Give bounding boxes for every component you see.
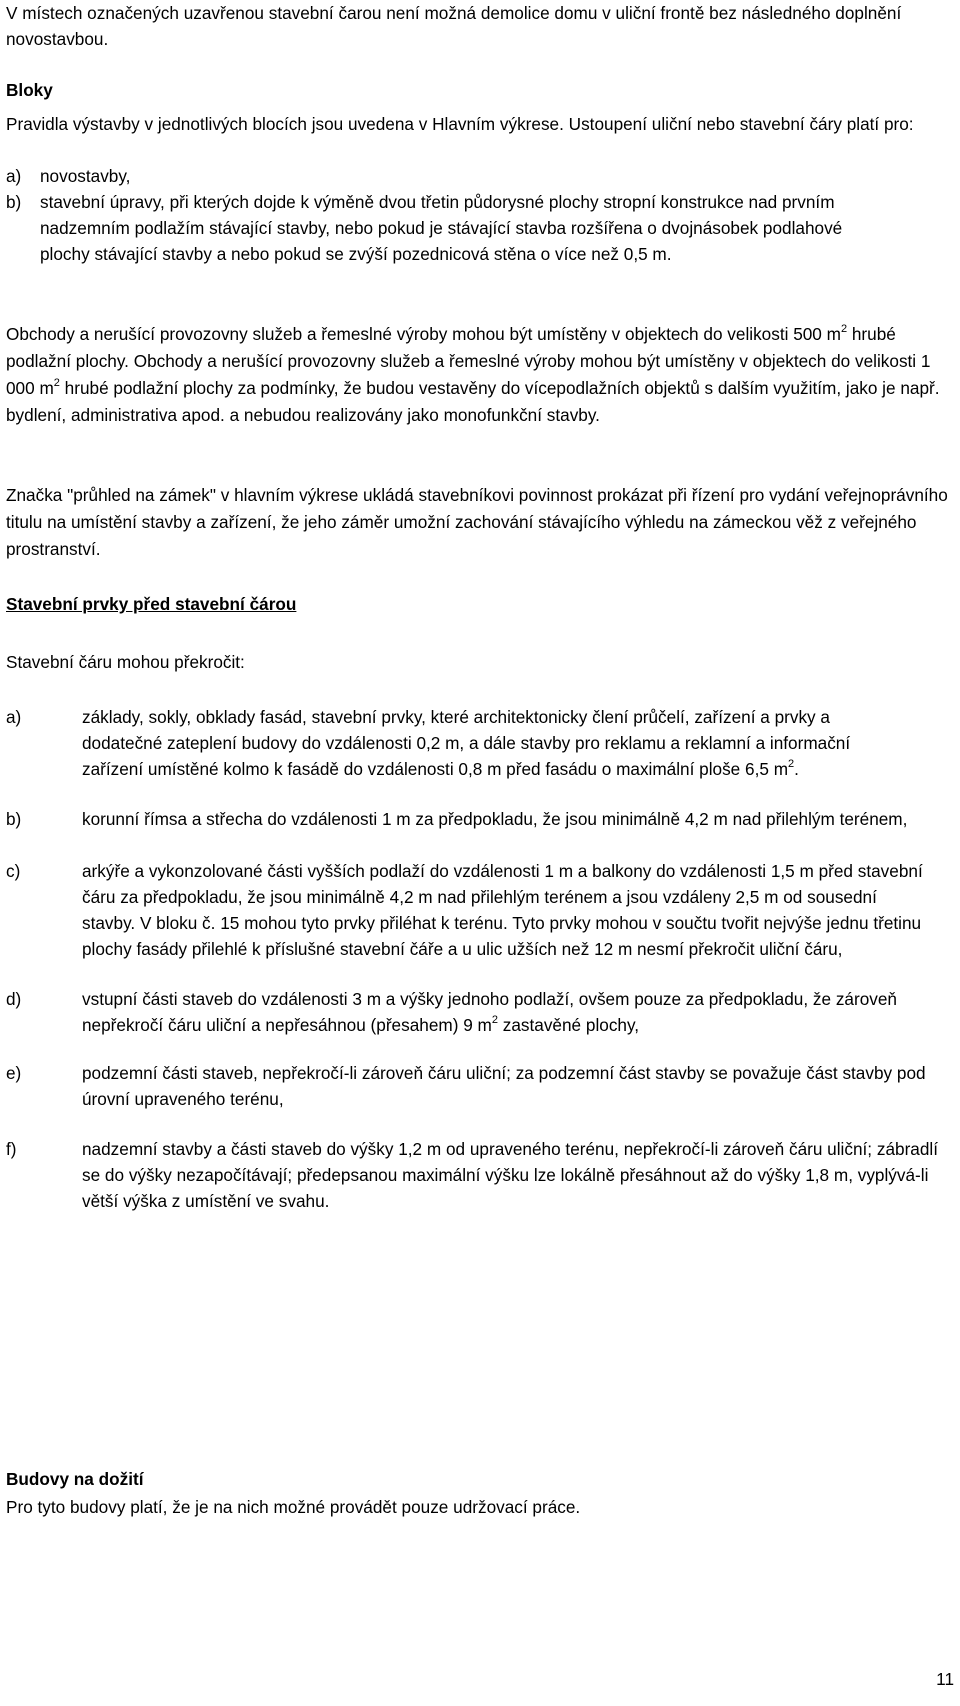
prvky-heading: Stavební prvky před stavební čárou (6, 594, 297, 614)
list-item-c (6, 858, 954, 962)
list-marker: a) (6, 166, 22, 186)
list-marker: d) (6, 989, 22, 1009)
list-text: nadzemní stavby a části staveb do výšky 1,2 m od upraveného terénu, nepřekročí-li zároveň čáru uliční; zábradlí se do výšky nezapočítávají; předepsanou maximální výšku lze lokálně přesáhnout až do výšky 1,8 m, vyplývá-li větší výška z umístění ve svahu. (82, 1139, 939, 1211)
list-marker: c) (6, 861, 21, 881)
list-item-f (6, 1136, 954, 1214)
list-text: vstupní části staveb do vzdálenosti 3 m a výšky jednoho podlaží, ovšem pouze za předpokladu, že zároveň nepřekročí čáru uliční a nepřesáhnou (přesahem) 9 $m^2$ zastavěné plochy, (82, 989, 897, 1035)
list-item (6, 189, 954, 267)
list-marker: e) (6, 1063, 22, 1083)
list-text: podzemní části staveb, nepřekročí-li zároveň čáru uliční; za podzemní část stavby se považuje část stavby pod úrovní upraveného terénu, (82, 1063, 926, 1109)
obchody-paragraph: Obchody a nerušící provozovny služeb a řemeslné výroby mohou být umístěny v objektech do velikosti 500 $m^2$ hrubé podlažní plochy. Obchody a nerušící provozovny služeb a řemeslné výroby mohou být umístěny v objektech do velikosti 1 000 $m^2$ hrubé podlažní plochy za podmínky, že budou vestavěny do vícepodlažních objektů s dalším využitím, jako je např. bydlení, administrativa apod. a nebudou realizovány jako monofunkční stavby. (6, 323, 940, 425)
doziti-heading: Budovy na dožití (6, 1469, 144, 1489)
list-item-e (6, 1060, 954, 1112)
prvky-list (6, 704, 954, 1234)
doziti-paragraph: Pro tyto budovy platí, že je na nich možné provádět pouze udržovací práce. (6, 1497, 581, 1517)
list-text: korunní římsa a střecha do vzdálenosti 1 m za předpokladu, že jsou minimálně 4,2 m nad přilehlým terénem, (82, 809, 908, 829)
list-item-a (6, 704, 954, 782)
list-item-b (6, 806, 954, 832)
list-text: stavební úpravy, při kterých dojde k výměně dvou třetin půdorysné plochy stropní konstrukce nad prvním nadzemním podlažím stávající stavby, nebo pokud je stávající stavba rozšířena o dvojnásobek podlahové plochy stávající stavby a nebo pokud se zvýší pozednicová stěna o více než 0,5 m. (40, 192, 843, 264)
list-text: novostavby, (40, 166, 131, 186)
list-text: arkýře a vykonzolované části vyšších podlaží do vzdálenosti 1 m a balkony do vzdálenosti 1,5 m před stavební čáru za předpokladu, že jsou minimálně 4,2 m nad přilehlým terénem a jsou vzdáleny 2,5 m od sousední stavby. V bloku č. 15 mohou tyto prvky přiléhat k terénu. Tyto prvky mohou v součtu tvořit nejvýše jednu třetinu plochy fasády přilehlé k příslušné stavební čáře a u ulic užších než 12 m nesmí překročit uliční čáru, (82, 861, 923, 959)
list-text: základy, sokly, obklady fasád, stavební prvky, které architektonicky člení průčelí, zařízení a prvky a dodatečné zateplení budovy do vzdálenosti 0,2 m, a dále stavby pro reklamu a reklamní a informační zařízení umístěné kolmo k fasádě do vzdálenosti 0,8 m před fasádu o maximální ploše 6,5 $m^2$. (82, 707, 851, 779)
list-item-d (6, 986, 954, 1038)
list-marker: b) (6, 809, 22, 829)
bloky-heading: Bloky (6, 80, 53, 100)
intro-paragraph: V místech označených uzavřenou stavební čarou není možná demolice domu v uliční frontě bez následného doplnění novostavbou. (6, 3, 902, 49)
prvky-lead: Stavební čáru mohou překročit: (6, 652, 245, 672)
list-marker: a) (6, 707, 22, 727)
page-number: 11 (936, 1669, 954, 1689)
znacka-paragraph: Značka "průhled na zámek" v hlavním výkrese ukládá stavebníkovi povinnost prokázat při řízení pro vydání veřejnoprávního titulu na umístění stavby a zařízení, že jeho záměr umožní zachování stávajícího výhledu na zámeckou věž z veřejného prostranství. (6, 485, 948, 559)
bloky-paragraph: Pravidla výstavby v jednotlivých blocích jsou uvedena v Hlavním výkrese. Ustoupení uliční nebo stavební čáry platí pro: (6, 114, 914, 134)
bloky-list (6, 163, 954, 267)
list-marker: f) (6, 1139, 17, 1159)
list-marker: b) (6, 192, 22, 212)
list-item (6, 163, 954, 189)
